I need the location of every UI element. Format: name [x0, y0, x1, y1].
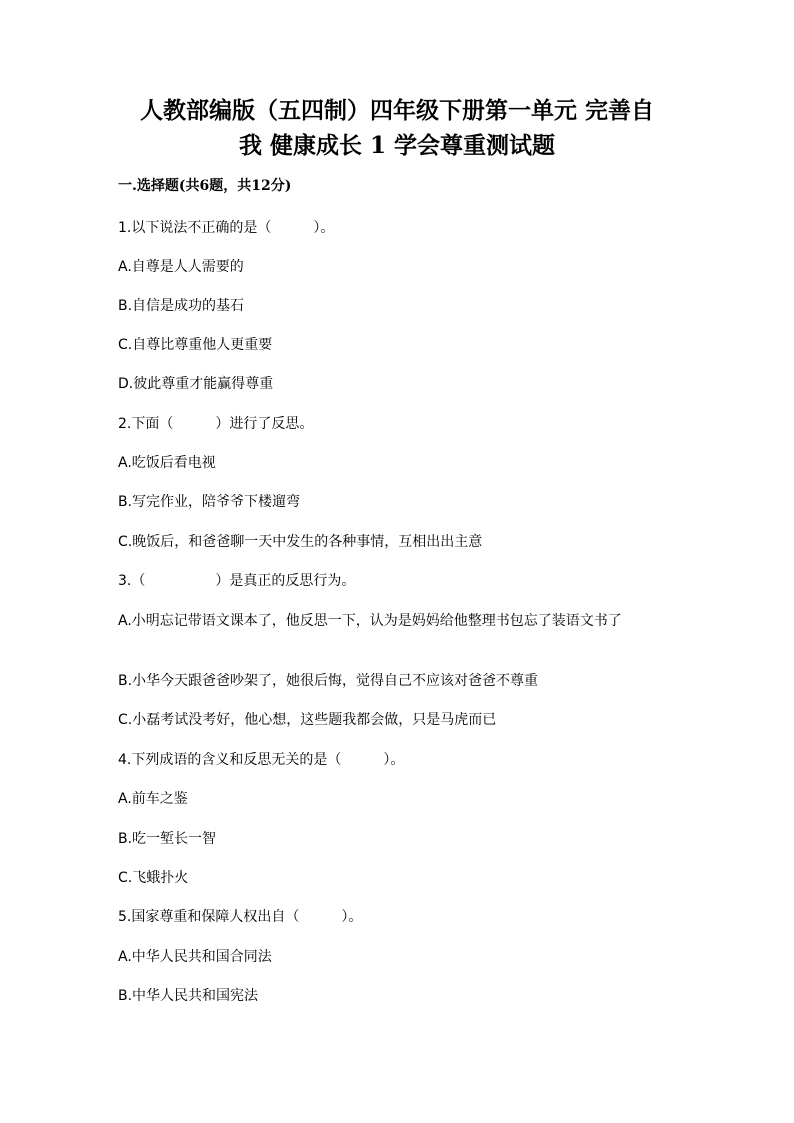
question-3-stem: 3.（ ）是真正的反思行为。 [118, 573, 356, 589]
question-1-option-c: C.自尊比尊重他人更重要 [118, 337, 273, 353]
question-3-option-c: C.小磊考试没考好，他心想，这些题我都会做，只是马虎而已 [118, 712, 497, 728]
question-3-option-a: A.小明忘记带语文课本了，他反思一下，认为是妈妈给他整理书包忘了装语文书了 [118, 613, 622, 629]
question-5-option-b: B.中华人民共和国宪法 [118, 988, 259, 1004]
document-title-line-1: 人教部编版（五四制）四年级下册第一单元 完善自 [139, 97, 654, 124]
question-2-option-a: A.吃饭后看电视 [118, 455, 216, 471]
question-1-option-a: A.自尊是人人需要的 [118, 259, 244, 275]
question-4-option-a: A.前车之鉴 [118, 791, 188, 807]
question-1-option-b: B.自信是成功的基石 [118, 298, 245, 314]
question-5-option-a: A.中华人民共和国合同法 [118, 949, 272, 965]
question-4-option-c: C.飞蛾扑火 [118, 870, 189, 886]
question-2-stem: 2.下面（ ）进行了反思。 [118, 416, 314, 432]
question-2-option-b: B.写完作业，陪爷爷下楼遛弯 [118, 494, 301, 510]
question-5-stem: 5.国家尊重和保障人权出自（ ）。 [118, 909, 363, 925]
question-1-stem: 1.以下说法不正确的是（ ）。 [118, 220, 335, 236]
question-1-option-d: D.彼此尊重才能赢得尊重 [118, 376, 274, 392]
question-2-option-c: C.晚饭后，和爸爸聊一天中发生的各种事情，互相出出主意 [118, 534, 483, 550]
document-title-line-2: 我 健康成长 1 学会尊重测试题 [238, 132, 556, 159]
question-4-option-b: B.吃一堑长一智 [118, 831, 217, 847]
section-heading: 一.选择题(共6题，共12分) [118, 178, 292, 194]
question-3-option-b: B.小华今天跟爸爸吵架了，她很后悔，觉得自己不应该对爸爸不尊重 [118, 673, 539, 689]
question-4-stem: 4.下列成语的含义和反思无关的是（ ）。 [118, 752, 405, 768]
